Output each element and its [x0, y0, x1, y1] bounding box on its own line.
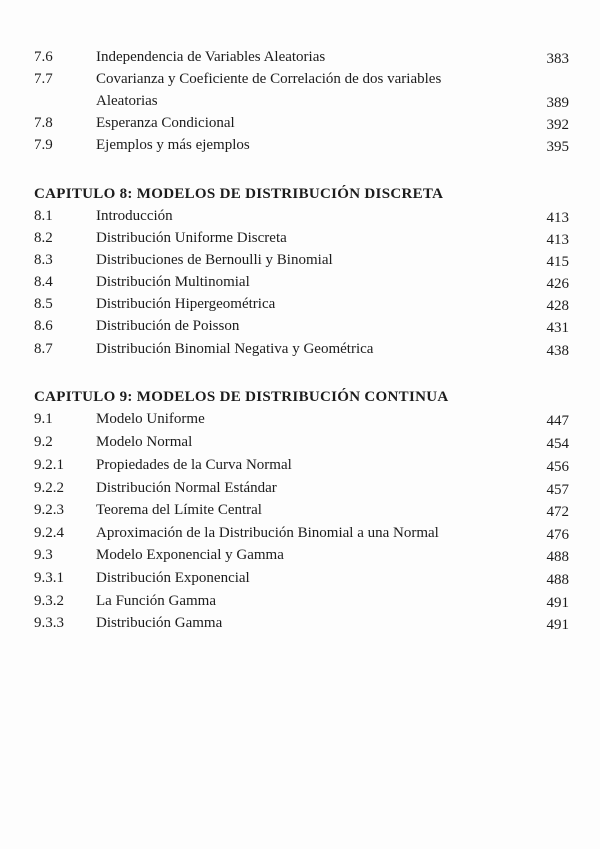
entry-page: 472 [546, 504, 569, 520]
entry-page: 392 [546, 117, 569, 133]
entry-title: Distribución Uniforme Discreta [96, 230, 287, 246]
entry-title: Distribución de Poisson [96, 318, 240, 334]
entry-page: 476 [546, 527, 569, 543]
chapter-heading: CAPITULO 8: MODELOS DE DISTRIBUCIÓN DISCRETA [34, 186, 444, 202]
entry-number: 9.2.4 [34, 525, 64, 541]
entry-title: Distribución Exponencial [96, 570, 250, 586]
entry-page: 456 [546, 459, 569, 475]
entry-number: 8.1 [34, 208, 53, 224]
entry-title: Modelo Normal [96, 434, 193, 450]
entry-number: 8.2 [34, 230, 53, 246]
entry-number: 9.2 [34, 434, 53, 450]
entry-page: 426 [546, 276, 569, 292]
entry-title: Introducción [96, 208, 173, 224]
entry-title: Propiedades de la Curva Normal [96, 457, 292, 473]
entry-page: 389 [546, 95, 569, 111]
entry-title: Distribución Hipergeométrica [96, 296, 276, 312]
entry-number: 8.5 [34, 296, 53, 312]
entry-number: 7.9 [34, 137, 53, 153]
entry-number: 7.6 [34, 49, 53, 65]
entry-page: 431 [546, 320, 569, 336]
entry-page: 413 [546, 232, 569, 248]
entry-title: Covarianza y Coeficiente de Correlación de dos variables [96, 71, 442, 87]
entry-title: Distribución Multinomial [96, 274, 250, 290]
entry-number: 9.2.3 [34, 502, 64, 518]
entry-title: Distribución Binomial Negativa y Geométrica [96, 341, 374, 357]
entry-title: Aproximación de la Distribución Binomial a una Normal [96, 525, 439, 541]
entry-title: Distribución Gamma [96, 615, 223, 631]
entry-title: Teorema del Límite Central [96, 502, 262, 518]
entry-page: 415 [546, 254, 569, 270]
entry-page: 438 [546, 343, 569, 359]
entry-page: 428 [546, 298, 569, 314]
entry-number: 9.1 [34, 411, 53, 427]
entry-page: 457 [546, 482, 569, 498]
entry-page: 447 [546, 413, 569, 429]
entry-page: 454 [546, 436, 569, 452]
entry-number: 9.2.2 [34, 480, 64, 496]
entry-title: Independencia de Variables Aleatorias [96, 49, 326, 65]
entry-title: Esperanza Condicional [96, 115, 235, 131]
entry-title: Modelo Exponencial y Gamma [96, 547, 284, 563]
entry-title: Distribuciones de Bernoulli y Binomial [96, 252, 333, 268]
entry-page: 383 [546, 51, 569, 67]
entry-title: Ejemplos y más ejemplos [96, 137, 250, 153]
entry-number: 7.8 [34, 115, 53, 131]
entry-number: 8.7 [34, 341, 53, 357]
entry-number: 8.6 [34, 318, 53, 334]
entry-title: Distribución Normal Estándar [96, 480, 277, 496]
entry-title: La Función Gamma [96, 593, 216, 609]
entry-number: 9.3.2 [34, 593, 64, 609]
entry-number: 9.3.3 [34, 615, 64, 631]
entry-number: 7.7 [34, 71, 53, 87]
entry-number: 8.3 [34, 252, 53, 268]
entry-page: 488 [546, 549, 569, 565]
entry-number: 8.4 [34, 274, 53, 290]
entry-title: Modelo Uniforme [96, 411, 205, 427]
entry-page: 413 [546, 210, 569, 226]
entry-number: 9.3.1 [34, 570, 64, 586]
entry-page: 395 [546, 139, 569, 155]
entry-number: 9.2.1 [34, 457, 64, 473]
chapter-heading: CAPITULO 9: MODELOS DE DISTRIBUCIÓN CONTINUA [34, 389, 449, 405]
entry-page: 491 [546, 617, 569, 633]
entry-title-continuation: Aleatorias [96, 93, 158, 109]
entry-number: 9.3 [34, 547, 53, 563]
entry-page: 491 [546, 595, 569, 611]
entry-page: 488 [546, 572, 569, 588]
